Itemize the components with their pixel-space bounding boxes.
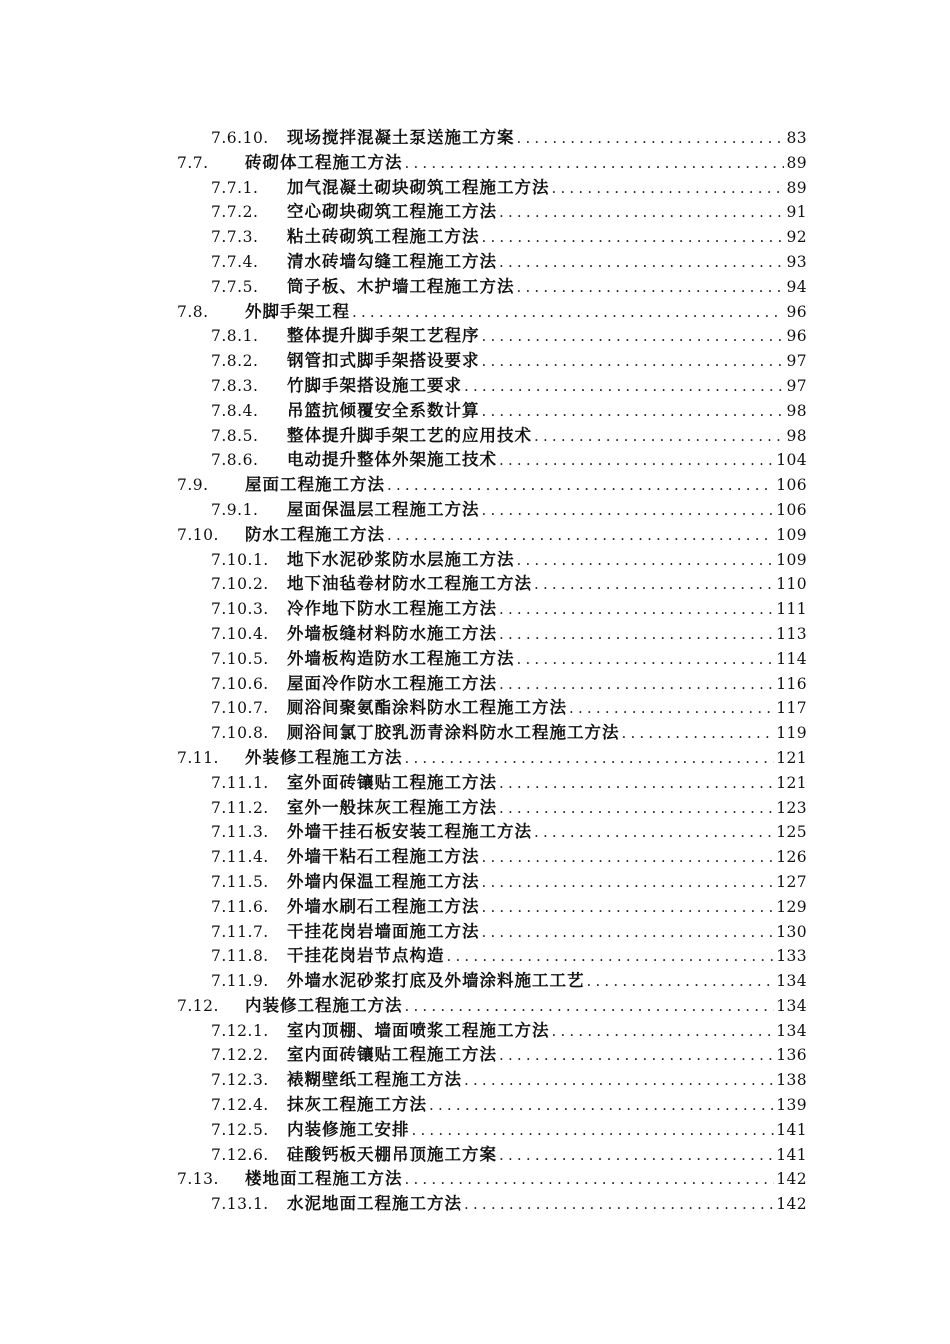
toc-page-number: 126 <box>776 848 807 867</box>
toc-entry-number: 7.7.3. <box>211 228 259 247</box>
toc-entry-title: 加气混凝土砌块砌筑工程施工方法 <box>287 177 550 197</box>
toc-entry-number: 7.12. <box>177 996 219 1015</box>
toc-row <box>0 696 950 721</box>
toc-subsection-link[interactable] <box>211 1118 807 1143</box>
toc-row <box>0 870 950 895</box>
toc-entry-title: 厕浴间聚氨酯涂料防水工程施工方法 <box>287 698 567 718</box>
toc-entry-title: 外墙板缝材料防水施工方法 <box>287 623 497 643</box>
toc-row <box>0 1192 950 1217</box>
toc-subsection-link[interactable] <box>211 771 807 796</box>
toc-entry-title: 室外面砖镶贴工程施工方法 <box>287 772 497 792</box>
toc-row <box>0 1143 950 1168</box>
toc-entry-number: 7.8.5. <box>211 426 259 445</box>
toc-row <box>0 473 950 498</box>
toc-row <box>0 672 950 697</box>
toc-entry-title: 外装修工程施工方法 <box>245 747 403 767</box>
toc-page-number: 104 <box>776 451 807 470</box>
toc-subsection-link[interactable] <box>211 1143 807 1168</box>
toc-entry-title: 室外一般抹灰工程施工方法 <box>287 797 497 817</box>
toc-dot-leader <box>482 399 785 424</box>
toc-entry-title: 竹脚手架搭设施工要求 <box>287 375 462 395</box>
toc-page-number: 136 <box>776 1046 807 1065</box>
toc-entry-number: 7.8.1. <box>211 327 259 346</box>
toc-entry-title: 厕浴间氯丁胶乳沥青涂料防水工程施工方法 <box>287 723 620 743</box>
toc-subsection-link[interactable] <box>211 399 807 424</box>
toc-page-number: 134 <box>776 1021 807 1040</box>
toc-subsection-link[interactable] <box>211 796 807 821</box>
toc-page-number: 129 <box>776 897 807 916</box>
toc-entry-title: 粘土砖砌筑工程施工方法 <box>287 227 480 247</box>
toc-row <box>0 622 950 647</box>
toc-row <box>0 771 950 796</box>
toc-dot-leader <box>534 820 774 845</box>
toc-section-link[interactable] <box>177 994 807 1019</box>
toc-subsection-link[interactable] <box>211 324 807 349</box>
toc-dot-leader <box>412 1118 775 1143</box>
toc-dot-leader <box>499 622 774 647</box>
toc-subsection-link[interactable] <box>211 448 807 473</box>
toc-entry-title: 内装修施工安排 <box>287 1119 410 1139</box>
toc-subsection-link[interactable] <box>211 696 807 721</box>
toc-section-link[interactable] <box>177 746 807 771</box>
toc-page-number: 89 <box>786 178 807 197</box>
toc-entry-number: 7.10.1. <box>211 550 269 569</box>
toc-page-number: 125 <box>776 823 807 842</box>
toc-page-number: 96 <box>786 327 807 346</box>
toc-row <box>0 498 950 523</box>
toc-row <box>0 300 950 325</box>
toc-entry-title: 裱糊壁纸工程施工方法 <box>287 1070 462 1090</box>
toc-dot-leader <box>352 300 784 325</box>
toc-section-link[interactable] <box>177 1167 807 1192</box>
toc-row <box>0 448 950 473</box>
toc-dot-leader <box>499 448 774 473</box>
toc-dot-leader <box>499 771 774 796</box>
toc-entry-title: 整体提升脚手架工艺程序 <box>287 326 480 346</box>
toc-row <box>0 151 950 176</box>
toc-page-number: 133 <box>776 947 807 966</box>
toc-dot-leader <box>405 1167 775 1192</box>
toc-entry-title: 室内顶棚、墙面喷浆工程施工方法 <box>287 1020 550 1040</box>
toc-page-number: 121 <box>776 748 807 767</box>
toc-dot-leader <box>499 597 774 622</box>
toc-row <box>0 920 950 945</box>
toc-entry-title: 外墙内保温工程施工方法 <box>287 871 480 891</box>
toc-row <box>0 1068 950 1093</box>
toc-entry-title: 室内面砖镶贴工程施工方法 <box>287 1045 497 1065</box>
toc-row <box>0 1118 950 1143</box>
toc-subsection-link[interactable] <box>211 1019 807 1044</box>
toc-subsection-link[interactable] <box>211 548 807 573</box>
toc-dot-leader <box>447 944 775 969</box>
toc-subsection-link[interactable] <box>211 820 807 845</box>
toc-dot-leader <box>464 1192 774 1217</box>
toc-entry-number: 7.9. <box>177 476 209 495</box>
toc-entry-title: 吊篮抗倾覆安全系数计算 <box>287 400 480 420</box>
toc-row <box>0 349 950 374</box>
toc-dot-leader <box>387 523 774 548</box>
toc-entry-title: 硅酸钙板天棚吊顶施工方案 <box>287 1144 497 1164</box>
toc-subsection-link[interactable] <box>211 225 807 250</box>
toc-entry-title: 外墙干挂石板安装工程施工方法 <box>287 822 532 842</box>
toc-page-number: 106 <box>776 476 807 495</box>
toc-dot-leader <box>499 1143 774 1168</box>
toc-page-number: 109 <box>776 525 807 544</box>
toc-row <box>0 746 950 771</box>
toc-dot-leader <box>517 275 785 300</box>
toc-dot-leader <box>534 572 774 597</box>
toc-entry-title: 整体提升脚手架工艺的应用技术 <box>287 425 532 445</box>
toc-entry-number: 7.7.4. <box>211 252 259 271</box>
toc-page-number: 141 <box>776 1120 807 1139</box>
toc-entry-number: 7.9.1. <box>211 500 259 519</box>
toc-page-number: 97 <box>786 376 807 395</box>
toc-entry-number: 7.11.1. <box>211 773 269 792</box>
toc-dot-leader <box>534 424 784 449</box>
toc-dot-leader <box>405 151 785 176</box>
toc-entry-number: 7.12.1. <box>211 1021 269 1040</box>
toc-entry-number: 7.12.2. <box>211 1046 269 1065</box>
toc-dot-leader <box>622 721 775 746</box>
toc-entry-number: 7.11.2. <box>211 798 269 817</box>
toc-page-number: 98 <box>786 426 807 445</box>
toc-dot-leader <box>482 845 775 870</box>
toc-subsection-link[interactable] <box>211 870 807 895</box>
toc-entry-number: 7.6.10. <box>211 129 269 147</box>
toc-dot-leader <box>517 126 785 151</box>
toc-dot-leader <box>499 200 784 225</box>
toc-entry-number: 7.8.4. <box>211 401 259 420</box>
toc-subsection-link[interactable] <box>211 176 807 201</box>
toc-entry-number: 7.10.8. <box>211 724 269 743</box>
toc-row <box>0 275 950 300</box>
toc-entry-number: 7.13.1. <box>211 1195 269 1214</box>
toc-entry-title: 外墙水刷石工程施工方法 <box>287 896 480 916</box>
toc-entry-title: 屋面保温层工程施工方法 <box>287 499 480 519</box>
toc-page-number: 83 <box>786 129 807 147</box>
toc-dot-leader <box>405 994 775 1019</box>
toc-row <box>0 200 950 225</box>
toc-entry-number: 7.12.4. <box>211 1096 269 1115</box>
toc-subsection-link[interactable] <box>211 944 807 969</box>
toc-section-link[interactable] <box>177 523 807 548</box>
toc-dot-leader <box>499 672 774 697</box>
toc-entry-number: 7.8.3. <box>211 376 259 395</box>
toc-subsection-link[interactable] <box>211 895 807 920</box>
toc-dot-leader <box>482 225 785 250</box>
toc-entry-title: 空心砌块砌筑工程施工方法 <box>287 202 497 222</box>
toc-entry-number: 7.12.3. <box>211 1071 269 1090</box>
toc-section-link[interactable] <box>177 151 807 176</box>
toc-dot-leader <box>517 548 775 573</box>
toc-entry-number: 7.7.2. <box>211 203 259 222</box>
toc-entry-title: 干挂花岗岩节点构造 <box>287 946 445 966</box>
toc-dot-leader <box>482 895 775 920</box>
toc-page-number: 142 <box>776 1195 807 1214</box>
toc-entry-number: 7.7. <box>177 153 209 172</box>
toc-entry-title: 屋面冷作防水工程施工方法 <box>287 673 497 693</box>
toc-page-number: 127 <box>776 872 807 891</box>
toc-entry-title: 筒子板、木护墙工程施工方法 <box>287 276 515 296</box>
toc-subsection-link[interactable] <box>211 1093 807 1118</box>
toc-entry-title: 抹灰工程施工方法 <box>287 1095 427 1115</box>
toc-subsection-link[interactable] <box>211 622 807 647</box>
toc-section-link[interactable] <box>177 473 807 498</box>
toc-entry-title: 防水工程施工方法 <box>245 524 385 544</box>
toc-entry-number: 7.11.5. <box>211 872 269 891</box>
toc-entry-number: 7.13. <box>177 1170 219 1189</box>
toc-entry-title: 冷作地下防水工程施工方法 <box>287 599 497 619</box>
toc-entry-number: 7.12.5. <box>211 1120 269 1139</box>
toc-entry-title: 屋面工程施工方法 <box>245 475 385 495</box>
toc-row <box>0 1043 950 1068</box>
toc-page-number: 116 <box>776 674 807 693</box>
toc-page-number: 114 <box>776 649 807 668</box>
toc-page-number: 134 <box>776 996 807 1015</box>
toc-entry-title: 外墙水泥砂浆打底及外墙涂料施工工艺 <box>287 971 585 991</box>
toc-page-number: 119 <box>776 724 807 743</box>
toc-page-number: 111 <box>776 600 807 619</box>
toc-row <box>0 721 950 746</box>
toc-subsection-link[interactable] <box>211 349 807 374</box>
toc-page-number: 123 <box>776 798 807 817</box>
toc-dot-leader <box>387 473 774 498</box>
toc-row <box>0 1167 950 1192</box>
toc-row <box>0 647 950 672</box>
toc-subsection-link[interactable] <box>211 126 807 151</box>
toc-dot-leader <box>482 349 785 374</box>
toc-row <box>0 597 950 622</box>
toc-entry-title: 内装修工程施工方法 <box>245 995 403 1015</box>
toc-entry-number: 7.8.6. <box>211 451 259 470</box>
toc-page-number: 138 <box>776 1071 807 1090</box>
toc-row <box>0 845 950 870</box>
toc-row <box>0 969 950 994</box>
toc-dot-leader <box>499 796 774 821</box>
toc-subsection-link[interactable] <box>211 1043 807 1068</box>
toc-entry-number: 7.8. <box>177 302 209 321</box>
toc-page-number: 89 <box>786 153 807 172</box>
toc-subsection-link[interactable] <box>211 1068 807 1093</box>
toc-entry-title: 现场搅拌混凝土泵送施工方案 <box>287 128 515 147</box>
toc-dot-leader <box>482 498 775 523</box>
toc-entry-title: 楼地面工程施工方法 <box>245 1169 403 1189</box>
toc-row <box>0 994 950 1019</box>
toc-entry-title: 钢管扣式脚手架搭设要求 <box>287 351 480 371</box>
toc-dot-leader <box>517 647 775 672</box>
toc-dot-leader <box>464 374 784 399</box>
toc-dot-leader <box>429 1093 774 1118</box>
toc-page-number: 97 <box>786 352 807 371</box>
toc-subsection-link[interactable] <box>211 250 807 275</box>
toc-page-number: 113 <box>776 624 807 643</box>
toc-row <box>0 374 950 399</box>
toc-row <box>0 895 950 920</box>
toc-page-number: 98 <box>786 401 807 420</box>
toc-entry-number: 7.10.6. <box>211 674 269 693</box>
toc-page-number: 94 <box>786 277 807 296</box>
toc-page-number: 141 <box>776 1145 807 1164</box>
toc-subsection-link[interactable] <box>211 424 807 449</box>
toc-entry-number: 7.7.5. <box>211 277 259 296</box>
toc-entry-title: 清水砖墙勾缝工程施工方法 <box>287 251 497 271</box>
toc-entry-number: 7.7.1. <box>211 178 259 197</box>
toc-page-number: 130 <box>776 922 807 941</box>
toc-entry-number: 7.10.4. <box>211 624 269 643</box>
toc-page-number: 106 <box>776 500 807 519</box>
toc-entry-title: 外脚手架工程 <box>245 301 350 321</box>
toc-row <box>0 225 950 250</box>
toc-row <box>0 820 950 845</box>
toc-subsection-link[interactable] <box>211 969 807 994</box>
toc-subsection-link[interactable] <box>211 572 807 597</box>
toc-row <box>0 572 950 597</box>
toc-subsection-link[interactable] <box>211 647 807 672</box>
toc-entry-number: 7.11.6. <box>211 897 269 916</box>
toc-dot-leader <box>569 696 774 721</box>
toc-subsection-link[interactable] <box>211 1192 807 1217</box>
toc-entry-number: 7.8.2. <box>211 352 259 371</box>
table-of-contents <box>0 126 950 1217</box>
toc-subsection-link[interactable] <box>211 374 807 399</box>
toc-dot-leader <box>499 250 784 275</box>
toc-row <box>0 548 950 573</box>
toc-row <box>0 523 950 548</box>
toc-subsection-link[interactable] <box>211 845 807 870</box>
toc-entry-title: 外墙板构造防水工程施工方法 <box>287 648 515 668</box>
toc-row <box>0 324 950 349</box>
toc-row <box>0 944 950 969</box>
toc-dot-leader <box>405 746 775 771</box>
toc-dot-leader <box>587 969 775 994</box>
toc-subsection-link[interactable] <box>211 597 807 622</box>
toc-entry-number: 7.10.2. <box>211 575 269 594</box>
toc-subsection-link[interactable] <box>211 920 807 945</box>
toc-entry-number: 7.11.9. <box>211 972 269 991</box>
toc-entry-number: 7.11.3. <box>211 823 269 842</box>
toc-row <box>0 796 950 821</box>
toc-section-link[interactable] <box>177 300 807 325</box>
toc-page-number: 96 <box>786 302 807 321</box>
toc-entry-number: 7.12.6. <box>211 1145 269 1164</box>
toc-row <box>0 1093 950 1118</box>
toc-entry-number: 7.10.5. <box>211 649 269 668</box>
toc-row <box>0 126 950 151</box>
toc-entry-number: 7.11.7. <box>211 922 269 941</box>
toc-page-number: 134 <box>776 972 807 991</box>
toc-subsection-link[interactable] <box>211 498 807 523</box>
toc-entry-title: 水泥地面工程施工方法 <box>287 1194 462 1214</box>
toc-dot-leader <box>499 1043 774 1068</box>
toc-row <box>0 1019 950 1044</box>
toc-entry-title: 干挂花岗岩墙面施工方法 <box>287 921 480 941</box>
toc-dot-leader <box>552 176 785 201</box>
toc-row <box>0 250 950 275</box>
toc-page-number: 92 <box>786 228 807 247</box>
toc-entry-title: 外墙干粘石工程施工方法 <box>287 847 480 867</box>
toc-subsection-link[interactable] <box>211 275 807 300</box>
toc-dot-leader <box>482 324 785 349</box>
toc-subsection-link[interactable] <box>211 721 807 746</box>
toc-page-number: 109 <box>776 550 807 569</box>
toc-row <box>0 176 950 201</box>
toc-entry-number: 7.10.7. <box>211 699 269 718</box>
toc-entry-number: 7.11.8. <box>211 947 269 966</box>
toc-page-number: 91 <box>786 203 807 222</box>
toc-entry-number: 7.10. <box>177 525 219 544</box>
toc-page-number: 117 <box>776 699 807 718</box>
toc-dot-leader <box>552 1019 775 1044</box>
toc-entry-title: 地下油毡卷材防水工程施工方法 <box>287 574 532 594</box>
toc-dot-leader <box>464 1068 774 1093</box>
toc-row <box>0 424 950 449</box>
toc-page-number: 110 <box>776 575 807 594</box>
toc-entry-number: 7.11.4. <box>211 848 269 867</box>
toc-row <box>0 399 950 424</box>
toc-dot-leader <box>482 870 775 895</box>
toc-page-number: 121 <box>776 773 807 792</box>
toc-page-number: 139 <box>776 1096 807 1115</box>
toc-entry-title: 砖砌体工程施工方法 <box>245 152 403 172</box>
toc-entry-title: 地下水泥砂浆防水层施工方法 <box>287 549 515 569</box>
toc-page-number: 93 <box>786 252 807 271</box>
toc-subsection-link[interactable] <box>211 672 807 697</box>
toc-dot-leader <box>482 920 775 945</box>
toc-entry-number: 7.10.3. <box>211 600 269 619</box>
toc-subsection-link[interactable] <box>211 200 807 225</box>
toc-entry-title: 电动提升整体外架施工技术 <box>287 450 497 470</box>
toc-page-number: 142 <box>776 1170 807 1189</box>
toc-entry-number: 7.11. <box>177 748 219 767</box>
